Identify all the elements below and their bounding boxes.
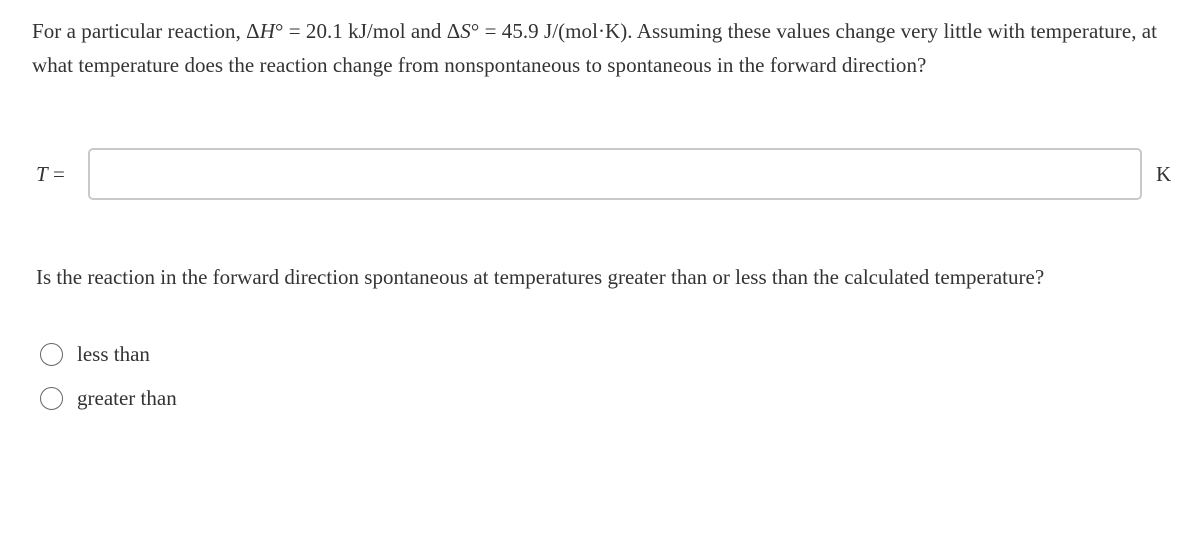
delta-h-variable: H — [259, 19, 275, 43]
delta-s-symbol: Δ — [446, 19, 461, 43]
delta-h-value: = 20.1 kJ/mol and — [283, 19, 447, 43]
option-less-than[interactable] — [40, 338, 177, 370]
delta-h-degree: ° — [274, 19, 284, 43]
temperature-variable: T — [36, 162, 48, 186]
kelvin-unit-label: K — [1156, 162, 1172, 186]
temperature-variable-label — [36, 162, 65, 186]
delta-h-symbol: Δ — [246, 19, 260, 43]
less-than-label[interactable]: less than — [77, 342, 150, 366]
less-than-radio-button[interactable] — [40, 343, 63, 366]
temperature-input[interactable] — [88, 148, 1142, 200]
delta-s-variable: S — [460, 19, 471, 43]
option-greater-than[interactable] — [40, 382, 177, 414]
question-text — [32, 14, 1172, 82]
greater-than-label[interactable]: greater than — [77, 386, 177, 410]
spontaneity-options — [40, 338, 177, 426]
question-part1: For a particular reaction, — [32, 19, 247, 43]
temperature-answer-row — [36, 148, 1181, 200]
equals-sign: = — [47, 162, 65, 186]
delta-s-degree: ° — [470, 19, 480, 43]
spontaneity-question: Is the reaction in the forward direction spontaneous at temperatures greater than or less than the calculated temperature? — [36, 265, 1045, 289]
delta-s-value-and-question: = 45.9 J/(mol·K). Assuming these values change very little with temperature, at what temperature does the reaction change from nonspontaneous to spontaneous in the forward direction? — [32, 19, 1158, 77]
greater-than-radio-button[interactable] — [40, 387, 63, 410]
